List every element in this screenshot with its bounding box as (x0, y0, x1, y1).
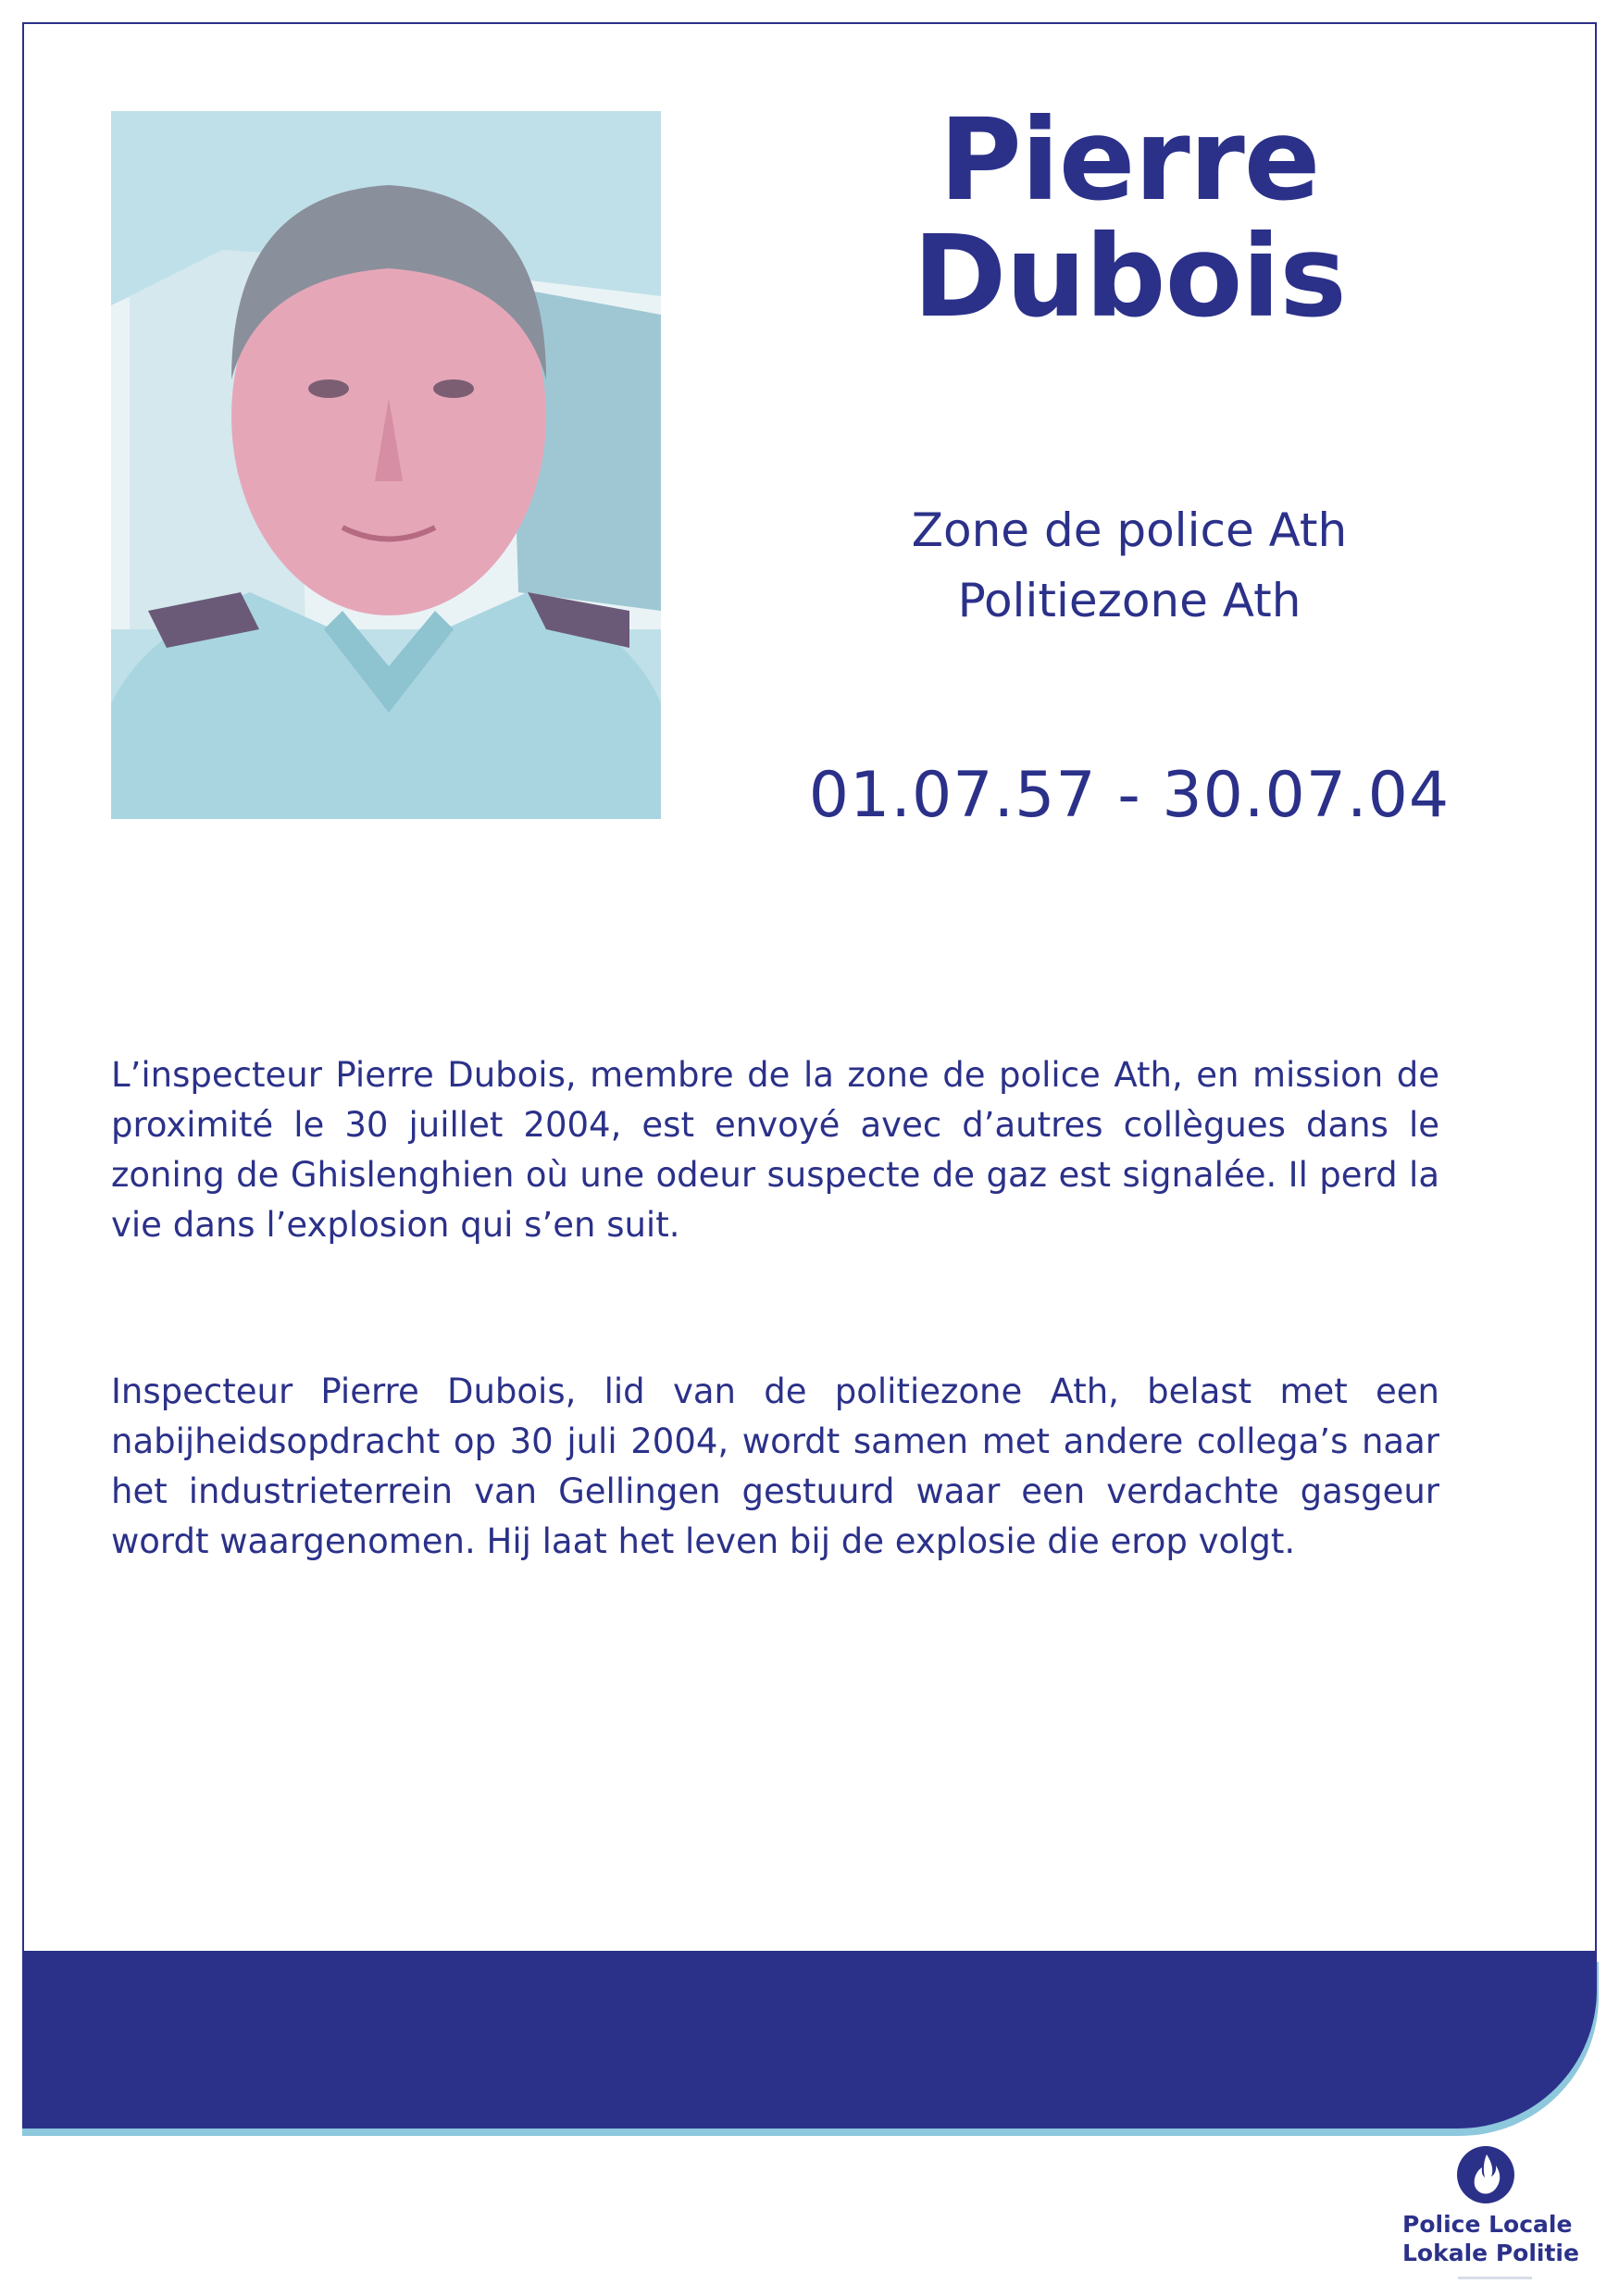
logo-text (1402, 2210, 1579, 2267)
zone-fr: Zone de police Ath (911, 503, 1348, 557)
logo-line-fr: Police Locale (1402, 2211, 1573, 2238)
life-dates: 01.07.57 - 30.07.04 (808, 759, 1451, 832)
flame-icon (1456, 2145, 1515, 2204)
biography-fr: L’inspecteur Pierre Dubois, membre de la zone de police Ath, en mission de proximité le 30 juillet 2004, est envoyé avec d’autres collègues dans le zoning de Ghislenghien où une odeur suspecte de gaz est signalée. Il perd la vie dans l’explosion qui s’en suit. (111, 1055, 1439, 1245)
footer-band (22, 1951, 1597, 2128)
police-logo (1402, 2145, 1579, 2284)
logo-underline (1458, 2277, 1532, 2279)
first-name: Pierre (939, 94, 1320, 226)
police-zone (796, 495, 1463, 636)
person-name (796, 94, 1463, 342)
portrait-photo (111, 111, 661, 819)
zone-nl: Politiezone Ath (957, 574, 1301, 627)
logo-line-nl: Lokale Politie (1402, 2240, 1579, 2266)
last-name: Dubois (913, 211, 1346, 342)
biography-nl: Inspecteur Pierre Dubois, lid van de politiezone Ath, belast met een nabijheidsopdracht op 30 juli 2004, wordt samen met andere collega’s naar het industrieterrein van Gellingen gestuurd waar een verdachte gasgeur wordt waargenomen. Hij laat het leven bij de explosie die erop volgt. (111, 1371, 1439, 1561)
